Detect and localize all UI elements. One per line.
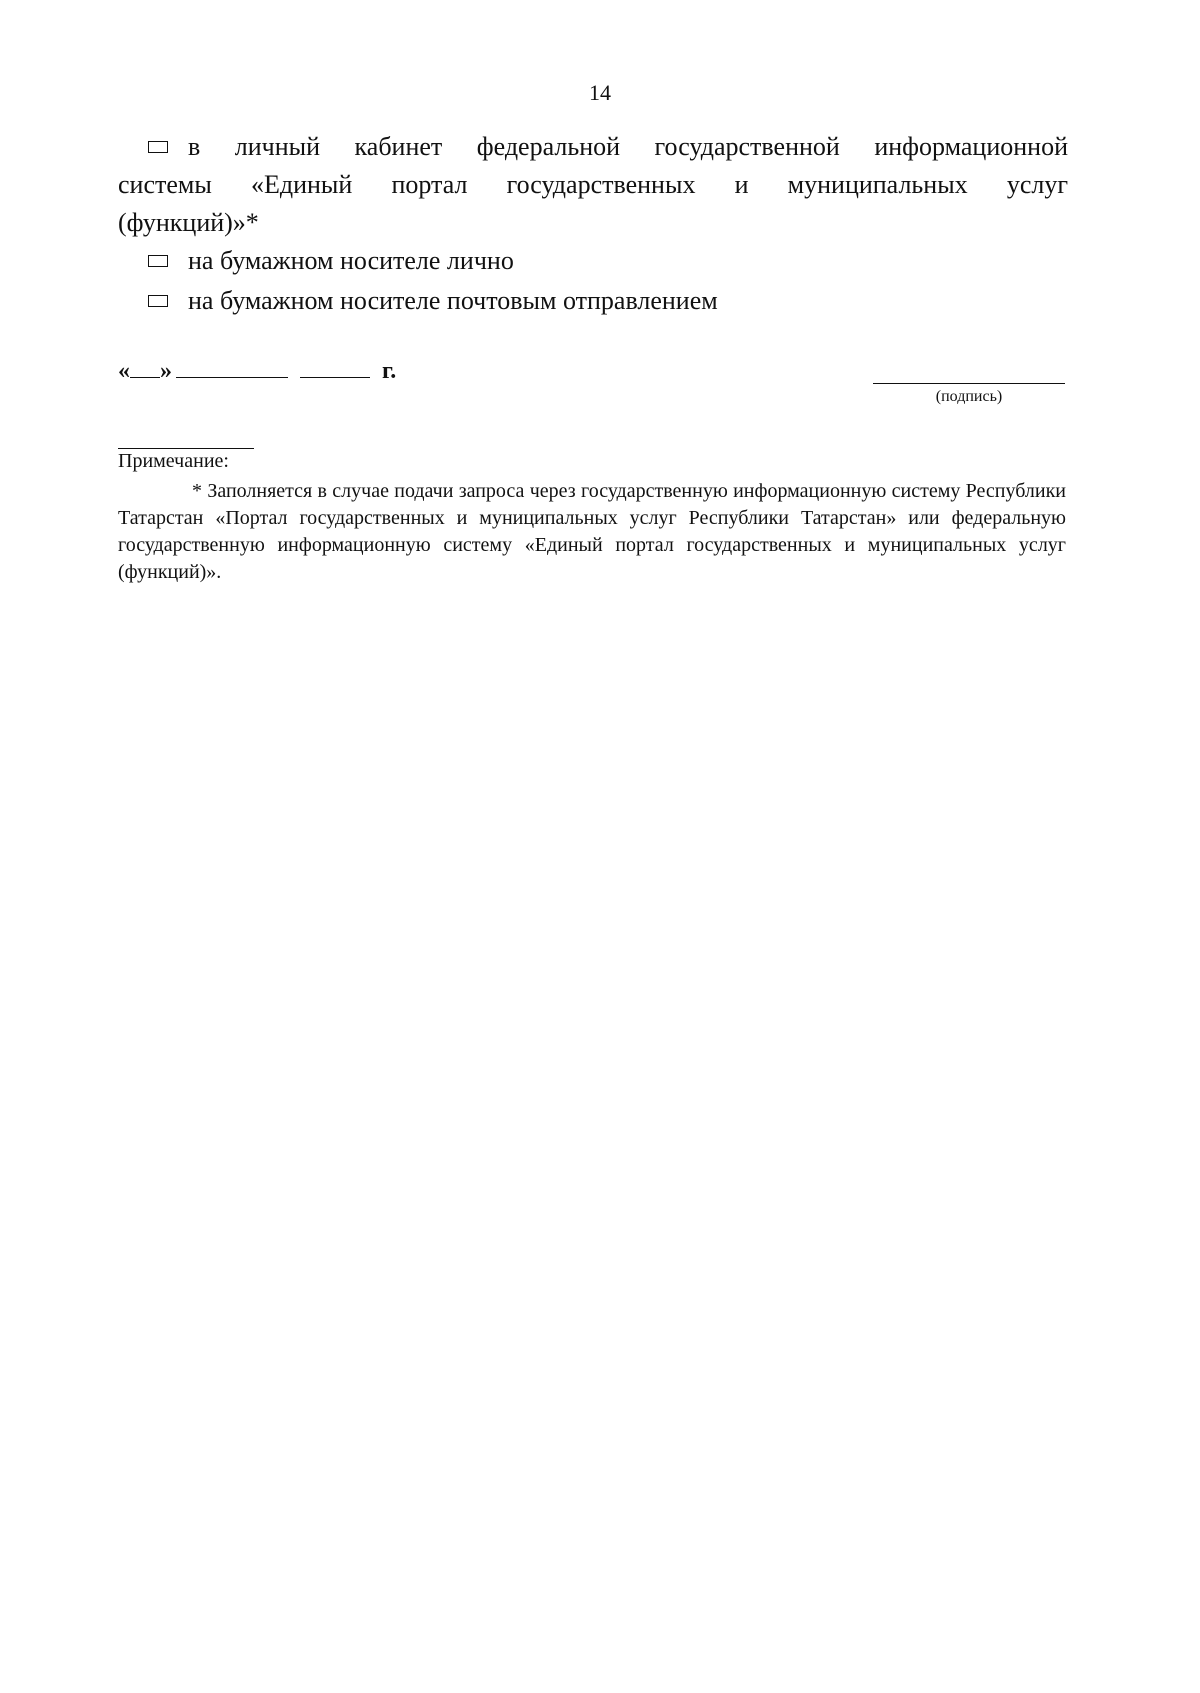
year-blank[interactable] xyxy=(300,355,370,378)
option-paper-in-person xyxy=(148,242,1098,280)
option-paper-by-mail-label: на бумажном носителе почтовым отправлением xyxy=(188,286,718,315)
note-title: Примечание: xyxy=(118,450,229,472)
checkbox-paper-by-mail[interactable] xyxy=(148,295,168,307)
signature-line[interactable] xyxy=(873,383,1065,384)
checkbox-personal-account[interactable] xyxy=(148,141,168,153)
day-blank[interactable] xyxy=(130,355,160,378)
option-paper-in-person-label: на бумажном носителе лично xyxy=(188,246,514,275)
option-personal-account-line2: системы «Единый портал государственных и муниципальных услуг xyxy=(118,170,1068,199)
year-suffix: г. xyxy=(382,358,397,384)
date-close-quote: » xyxy=(160,358,172,384)
date-open-quote: « xyxy=(118,358,130,384)
note-text: * Заполняется в случае подачи запроса через государственную информационную систему Республики Татарстан «Портал государственных и муниципальных услуг Республики Татарстан» или федеральную государственную информационную систему «Единый портал государственных и муниципальных услуг (функций)». xyxy=(118,480,1066,583)
option-paper-by-mail xyxy=(148,282,1098,320)
option-personal-account-line3: (функций)»* xyxy=(118,208,259,237)
month-blank[interactable] xyxy=(176,355,288,378)
signature-caption: (подпись) xyxy=(935,388,1003,405)
option-personal-account-line1: в личный кабинет федеральной государственной информационной xyxy=(118,128,1068,166)
page-number: 14 xyxy=(589,80,611,105)
option-personal-account xyxy=(118,128,1068,242)
footnote-rule xyxy=(118,448,254,449)
note-text-block xyxy=(118,478,1066,586)
checkbox-paper-in-person[interactable] xyxy=(148,255,168,267)
date-field xyxy=(118,355,396,385)
